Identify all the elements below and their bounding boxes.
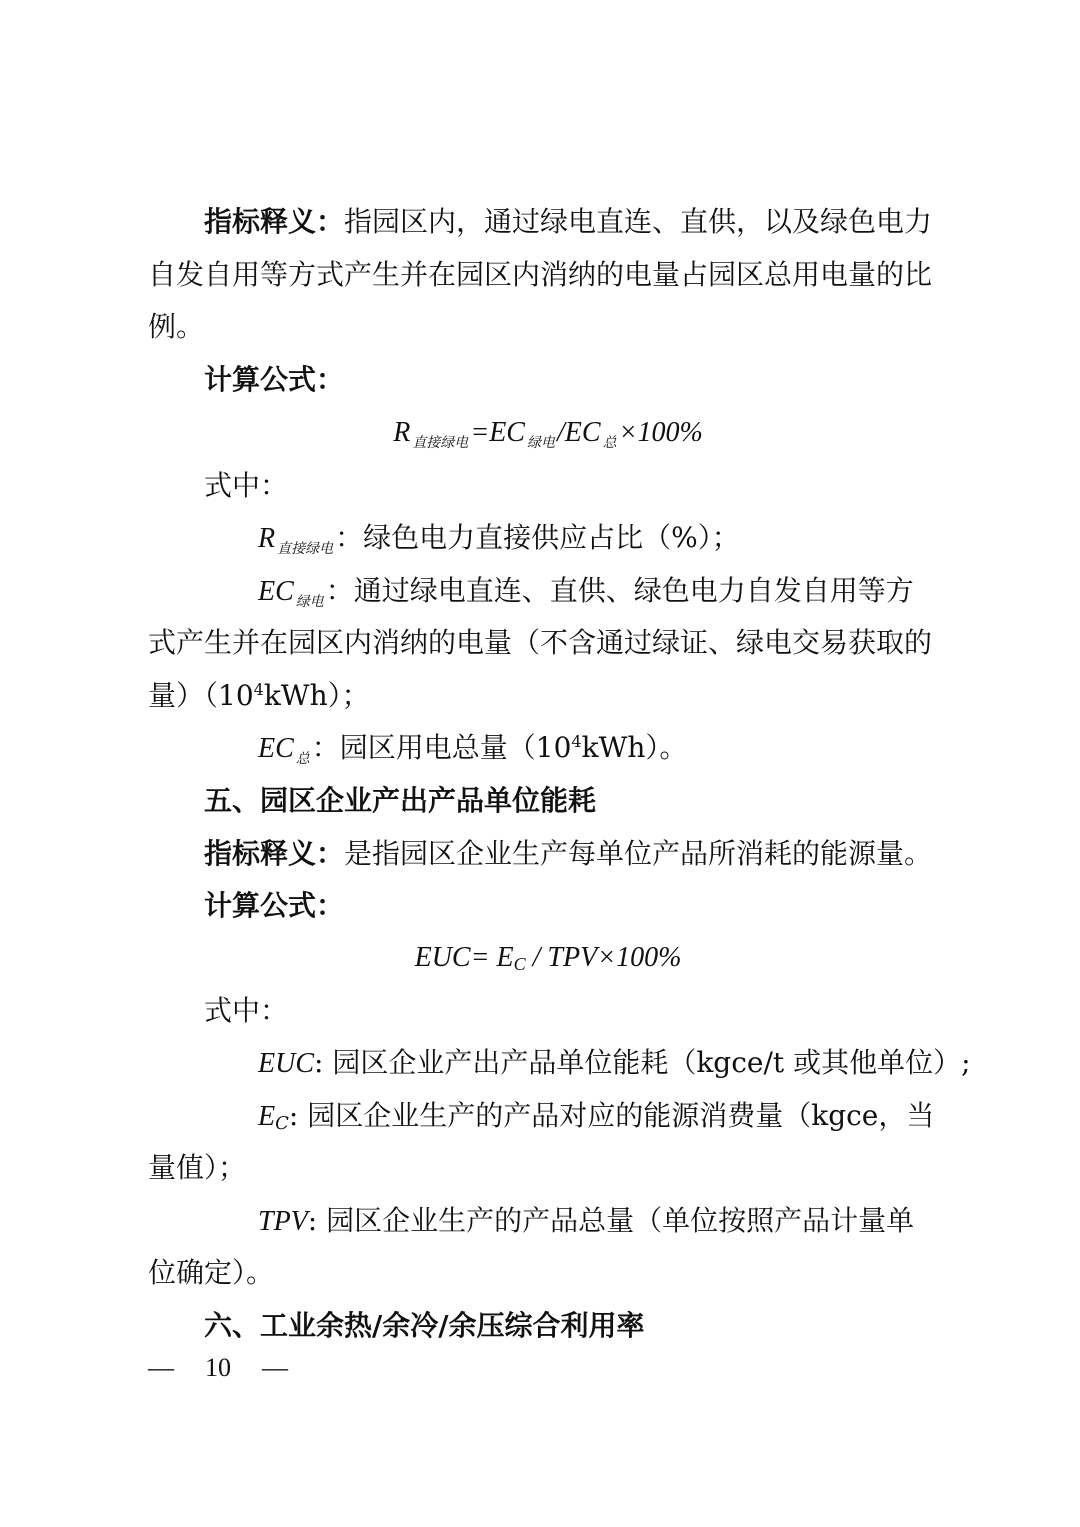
formula-symbol: /EC <box>557 417 601 448</box>
definition-text: 是指园区企业生产每单位产品所消耗的能源量。 <box>344 837 933 870</box>
formula-symbol: R <box>393 417 411 448</box>
superscript: 4 <box>571 732 582 751</box>
formula-symbol: ×100% <box>618 417 703 448</box>
variable-subscript: 总 <box>295 751 310 767</box>
definition-line <box>204 834 1004 874</box>
variable-definition <box>258 1201 1058 1241</box>
formula-symbol: =EC <box>470 417 525 448</box>
variable-definition-cont <box>148 623 948 663</box>
variable-description: : 园区企业生产的产品总量（单位按照产品计量单 <box>307 1204 915 1237</box>
variable-symbol: TPV <box>258 1206 308 1237</box>
formula-symbol: / TPV×100% <box>525 942 682 973</box>
page-number: 10 <box>205 1353 231 1382</box>
formula-green-power <box>148 413 948 453</box>
variable-description: ：绿色电力直接供应占比（%）； <box>335 521 740 554</box>
variable-definition <box>258 571 1058 611</box>
variable-description: kWh）。 <box>581 731 688 764</box>
variable-symbol: R <box>258 523 276 554</box>
variable-definition-cont <box>148 1253 948 1293</box>
variable-definition <box>258 1043 1058 1083</box>
variable-description: 量）（10 <box>148 679 254 712</box>
footer-dash-left: — <box>148 1353 174 1382</box>
section-heading <box>204 781 1004 821</box>
variable-symbol: EC <box>258 733 294 764</box>
section-heading-text: 五、园区企业产出产品单位能耗 <box>204 784 597 817</box>
definition-text: 例。 <box>148 310 205 343</box>
variable-description: : 园区企业生产的产品对应的能源消费量（kgce，当 <box>288 1099 935 1132</box>
definition-text: 指园区内，通过绿电直连、直供，以及绿色电力 <box>344 205 933 238</box>
variable-subscript: C <box>275 1113 289 1134</box>
section-heading-text: 六、工业余热/余冷/余压综合利用率 <box>204 1309 645 1342</box>
definition-line-2 <box>148 255 948 295</box>
definition-line-1 <box>204 202 1004 242</box>
formula-symbol: EUC= E <box>414 942 514 973</box>
superscript: 4 <box>253 680 264 699</box>
calc-formula-label <box>204 360 1004 400</box>
variable-definition-cont <box>148 676 948 716</box>
variable-subscript: 直接绿电 <box>277 541 334 557</box>
variable-description: ：通过绿电直连、直供、绿色电力自发自用等方 <box>325 574 914 607</box>
where-text: 式中： <box>204 994 289 1027</box>
variable-description: 量值）； <box>148 1151 247 1184</box>
variable-symbol: EC <box>258 576 294 607</box>
variable-definition <box>258 1096 1058 1136</box>
definition-line-3 <box>148 307 948 347</box>
calc-label-text: 计算公式： <box>204 363 345 396</box>
variable-definition-cont <box>148 1148 948 1188</box>
formula-subscript: 总 <box>602 436 617 451</box>
variable-definition <box>258 728 1058 768</box>
variable-description: 位确定）。 <box>148 1256 275 1289</box>
calc-formula-label <box>204 886 1004 926</box>
variable-symbol: E <box>258 1101 276 1132</box>
where-label <box>204 991 1004 1031</box>
variable-description: 式产生并在园区内消纳的电量（不含通过绿证、绿电交易获取的 <box>148 626 933 659</box>
variable-description: kWh）； <box>263 679 370 712</box>
variable-description: : 园区企业产出产品单位能耗（kgce/t 或其他单位）; <box>314 1046 971 1079</box>
calc-label-text: 计算公式： <box>204 889 345 922</box>
formula-subscript: 绿电 <box>527 436 555 451</box>
footer-dash-right: — <box>262 1353 288 1382</box>
definition-text: 自发自用等方式产生并在园区内消纳的电量占园区总用电量的比 <box>148 258 933 291</box>
definition-label: 指标释义： <box>204 837 345 870</box>
section-heading <box>204 1306 1004 1346</box>
formula-subscript: C <box>513 954 526 974</box>
variable-symbol: EUC <box>258 1048 314 1079</box>
where-label <box>204 466 1004 506</box>
formula-subscript: 直接绿电 <box>412 436 469 451</box>
variable-definition <box>258 518 1058 558</box>
where-text: 式中： <box>204 469 289 502</box>
variable-description: ：园区用电总量（10 <box>311 731 572 764</box>
definition-label: 指标释义： <box>204 205 345 238</box>
formula-energy-consumption <box>148 938 948 978</box>
variable-subscript: 绿电 <box>295 594 324 610</box>
page-footer <box>148 1350 288 1386</box>
